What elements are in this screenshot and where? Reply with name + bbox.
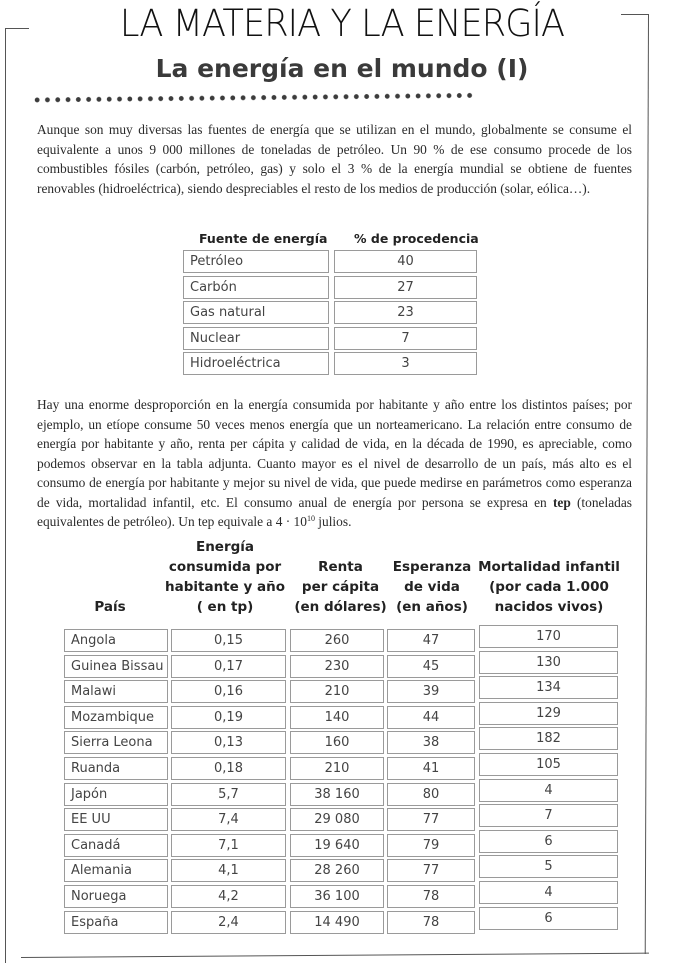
header-income-line: Renta — [318, 559, 363, 575]
page-subtitle: La energía en el mundo (I) — [155, 54, 529, 83]
header-energy-line: Energía — [195, 539, 255, 555]
country-cell-country: Mozambique — [64, 706, 168, 729]
country-cell-mortality: 4 — [479, 779, 618, 802]
country-cell-country: Guinea Bissau — [64, 655, 168, 678]
country-cell-life: 47 — [387, 629, 475, 652]
country-cell-country: Angola — [64, 629, 168, 652]
country-cell-income: 210 — [290, 680, 384, 703]
country-cell-mortality: 130 — [479, 651, 618, 674]
country-cell-energy: 0,15 — [171, 629, 286, 652]
country-cell-mortality: 6 — [479, 830, 618, 853]
sources-cell-percent: 3 — [334, 352, 477, 375]
country-cell-life: 41 — [387, 757, 475, 780]
country-cell-mortality: 182 — [479, 727, 618, 750]
country-cell-life: 80 — [387, 783, 475, 806]
country-cell-income: 260 — [290, 629, 384, 652]
header-energy — [160, 537, 290, 617]
country-cell-income: 19 640 — [290, 834, 384, 857]
header-life-line: de vida — [404, 579, 460, 595]
country-cell-energy: 4,2 — [171, 885, 286, 908]
header-mortality — [474, 557, 624, 617]
tep-term: tep — [552, 494, 571, 510]
paragraph-text: Hay una enorme desproporción en la energía consumida por habitante y año entre los distintos países; por ejemplo, un etíope consume 50 veces menos energía que un norteamericano. La relación entre consumo de energía por habitante y año, renta per cápita y calidad de vida, en la década de 1990, es apreciable, como podemos observar en la tabla adjunta. Cuanto mayor es el nivel de desarrollo de un país, más alto es el consumo de energía por habitante y mejor su nivel de vida, que puede medirse en parámetros como esperanza de vida, mortalidad infantil, etc. El consumo anual de energía por persona se expresa en — [37, 397, 632, 510]
country-cell-energy: 0,13 — [171, 731, 286, 754]
country-cell-mortality: 5 — [479, 855, 618, 878]
paragraph-text: (toneladas equivalentes de petróleo). Un tep equivale a 4 · 10 — [37, 494, 633, 529]
sources-cell-source: Carbón — [183, 276, 329, 299]
sources-cell-source: Hidroeléctrica — [183, 352, 329, 375]
header-energy-line: ( en tp) — [196, 599, 254, 615]
country-cell-energy: 7,1 — [171, 834, 286, 857]
sources-header-source: Fuente de energía — [199, 231, 328, 246]
sources-cell-source: Nuclear — [183, 327, 329, 350]
header-life-line: Esperanza — [392, 559, 472, 575]
country-cell-life: 38 — [387, 731, 475, 754]
country-cell-income: 14 490 — [290, 911, 384, 934]
intro-paragraph: Aunque son muy diversas las fuentes de energía que se utilizan en el mundo, globalmente se consume el equivalente a unos 9 000 millones de toneladas de petróleo. Un 90 % de ese consumo procede de los combustibles fósiles (carbón, petróleo, gas) y solo el 3 % de la energía mundial se obtiene de fuentes renovables (hidroeléctrica), siendo despreciables el resto de los medios de producción (solar, eólica…). — [37, 122, 632, 196]
country-cell-country: Japón — [64, 783, 168, 806]
country-cell-mortality: 170 — [479, 625, 618, 648]
header-mortality-line: Mortalidad infantil — [478, 559, 620, 575]
country-cell-energy: 0,18 — [171, 757, 286, 780]
header-income — [288, 557, 393, 617]
country-cell-country: Sierra Leona — [64, 731, 168, 754]
sources-cell-source: Petróleo — [183, 250, 329, 273]
country-cell-life: 79 — [387, 834, 475, 857]
country-cell-life: 78 — [387, 911, 475, 934]
page-title: LA MATERIA Y LA ENERGÍA — [119, 2, 565, 45]
country-cell-mortality: 6 — [479, 907, 618, 930]
country-cell-income: 36 100 — [290, 885, 384, 908]
country-cell-mortality: 105 — [479, 753, 618, 776]
paragraph-text: julios. — [314, 514, 352, 529]
country-cell-income: 210 — [290, 757, 384, 780]
exponent: 10 — [306, 514, 315, 523]
header-energy-line: consumida por — [168, 559, 282, 575]
country-cell-income: 160 — [290, 731, 384, 754]
country-cell-life: 77 — [387, 859, 475, 882]
sources-cell-percent: 23 — [334, 301, 477, 324]
country-cell-country: Ruanda — [64, 757, 168, 780]
country-cell-life: 45 — [387, 655, 475, 678]
country-cell-energy: 0,19 — [171, 706, 286, 729]
country-cell-energy: 0,16 — [171, 680, 286, 703]
country-cell-life: 78 — [387, 885, 475, 908]
country-cell-energy: 5,7 — [171, 783, 286, 806]
country-cell-income: 140 — [290, 706, 384, 729]
country-cell-mortality: 129 — [479, 702, 618, 725]
country-cell-mortality: 134 — [479, 676, 618, 699]
country-cell-country: Alemania — [64, 859, 168, 882]
country-cell-energy: 7,4 — [171, 808, 286, 831]
country-cell-energy: 2,4 — [171, 911, 286, 934]
country-cell-energy: 0,17 — [171, 655, 286, 678]
header-life-line: (en años) — [396, 599, 468, 615]
country-cell-country: EE UU — [64, 808, 168, 831]
country-cell-energy: 4,1 — [171, 859, 286, 882]
country-cell-income: 230 — [290, 655, 384, 678]
page-frame-bottom — [21, 953, 649, 958]
country-cell-country: Malawi — [64, 680, 168, 703]
country-cell-income: 38 160 — [290, 783, 384, 806]
country-cell-income: 29 080 — [290, 808, 384, 831]
country-cell-mortality: 7 — [479, 804, 618, 827]
header-mortality-line: nacidos vivos) — [494, 599, 604, 615]
page-frame-left — [5, 28, 6, 963]
second-paragraph — [37, 395, 632, 532]
sources-cell-percent: 27 — [334, 276, 477, 299]
header-income-line: per cápita — [301, 579, 380, 595]
header-country: País — [94, 599, 126, 615]
header-life — [392, 557, 472, 617]
country-cell-mortality: 4 — [479, 881, 618, 904]
header-income-line: (en dólares) — [294, 599, 387, 615]
country-cell-country: Canadá — [64, 834, 168, 857]
dotted-divider — [32, 92, 477, 103]
header-mortality-line: (por cada 1.000 — [489, 579, 609, 595]
country-cell-life: 44 — [387, 706, 475, 729]
country-cell-country: Noruega — [64, 885, 168, 908]
page-frame-right — [645, 14, 649, 954]
header-energy-line: habitante y año — [165, 579, 285, 595]
country-cell-life: 77 — [387, 808, 475, 831]
sources-cell-source: Gas natural — [183, 301, 329, 324]
sources-cell-percent: 7 — [334, 327, 477, 350]
country-cell-country: España — [64, 911, 168, 934]
country-cell-life: 39 — [387, 680, 475, 703]
country-cell-income: 28 260 — [290, 859, 384, 882]
sources-header-percent: % de procedencia — [354, 231, 479, 246]
sources-cell-percent: 40 — [334, 250, 477, 273]
